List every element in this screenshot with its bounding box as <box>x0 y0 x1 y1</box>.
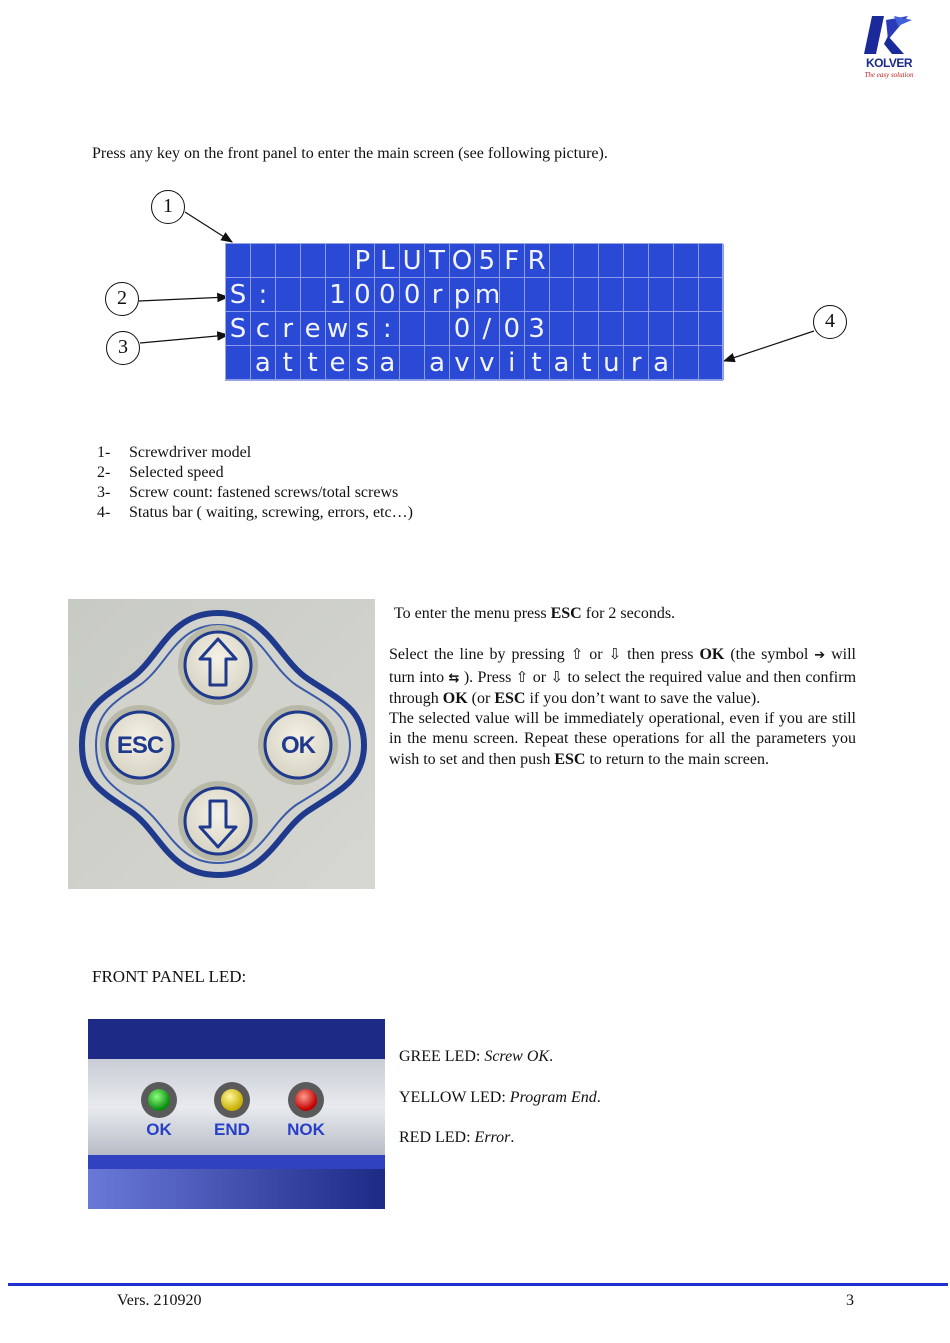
lcd-char-cell <box>251 244 276 278</box>
lcd-char-cell <box>326 244 351 278</box>
yellow-led-text: YELLOW LED: Program End. <box>399 1089 601 1106</box>
lcd-char-cell <box>649 312 674 346</box>
lcd-char-cell: s <box>350 312 375 346</box>
lcd-char-cell <box>301 244 326 278</box>
lcd-legend <box>97 443 413 523</box>
callout-1: 1 <box>151 190 185 224</box>
lcd-char-cell <box>699 312 724 346</box>
lcd-char-cell: 0 <box>375 278 400 312</box>
esc-key-label: ESC <box>116 732 164 759</box>
led-label-ok: OK <box>146 1120 172 1139</box>
lcd-char-cell: t <box>574 346 599 380</box>
keypad-photo <box>68 599 375 889</box>
lcd-char-cell: r <box>276 312 301 346</box>
lcd-char-cell <box>674 278 699 312</box>
lcd-char-cell: p <box>450 278 475 312</box>
lcd-char-cell <box>674 346 699 380</box>
logo-brand: KOLVER <box>865 56 913 70</box>
lcd-char-cell: r <box>624 346 649 380</box>
lcd-char-cell: t <box>276 346 301 380</box>
led-label-end: END <box>214 1120 250 1139</box>
lcd-char-cell: U <box>400 244 425 278</box>
lcd-char-cell: v <box>475 346 500 380</box>
lcd-row <box>226 312 724 346</box>
edit-symbol-icon: ⇆ <box>448 670 460 686</box>
lcd-char-cell <box>674 244 699 278</box>
lcd-char-cell: a <box>251 346 276 380</box>
callout-2: 2 <box>105 282 139 316</box>
lcd-char-cell: O <box>450 244 475 278</box>
lcd-char-cell: T <box>425 244 450 278</box>
lcd-char-cell <box>699 278 724 312</box>
lcd-char-cell <box>226 244 251 278</box>
front-panel-heading: FRONT PANEL LED: <box>92 967 247 986</box>
lcd-char-cell: w <box>326 312 351 346</box>
lcd-char-cell <box>574 244 599 278</box>
lcd-char-cell: : <box>375 312 400 346</box>
lcd-row <box>226 346 724 380</box>
lcd-char-cell <box>500 278 525 312</box>
led-label-nok: NOK <box>287 1120 325 1139</box>
legend-item: 3- Screw count: fastened screws/total screws <box>97 484 399 501</box>
lcd-row <box>226 244 724 278</box>
lcd-char-cell: a <box>649 346 674 380</box>
footer-version: Vers. 210920 <box>117 1292 202 1309</box>
down-arrow-icon: ⇩ <box>608 645 622 664</box>
lcd-char-cell: L <box>375 244 400 278</box>
lcd-char-cell <box>400 312 425 346</box>
lcd-char-cell: 1 <box>326 278 351 312</box>
lcd-char-cell: P <box>350 244 375 278</box>
legend-item: 1- Screwdriver model <box>97 444 252 461</box>
lcd-char-cell: S <box>226 312 251 346</box>
lcd-char-cell: 3 <box>525 312 550 346</box>
lcd-char-cell: e <box>326 346 351 380</box>
lcd-char-cell: m <box>474 280 501 310</box>
lcd-char-cell: t <box>301 346 326 380</box>
lcd-char-cell <box>599 312 624 346</box>
lcd-char-cell: r <box>425 278 450 312</box>
lcd-char-cell: / <box>475 312 500 346</box>
lcd-char-cell <box>624 278 649 312</box>
lcd-char-cell <box>699 244 724 278</box>
lcd-char-cell: 0 <box>400 278 425 312</box>
lcd-char-cell: 0 <box>500 312 525 346</box>
page-number: 3 <box>846 1292 854 1309</box>
up-arrow-icon: ⇧ <box>515 667 529 686</box>
lcd-char-cell: 0 <box>350 278 375 312</box>
lcd-char-cell: a <box>425 346 450 380</box>
logo-tagline: The easy solution <box>864 71 914 79</box>
lcd-char-cell <box>599 278 624 312</box>
lcd-char-cell: 0 <box>450 312 475 346</box>
green-led-text: GREE LED: Screw OK. <box>399 1048 554 1065</box>
lcd-char-cell <box>624 244 649 278</box>
lcd-char-cell <box>276 244 301 278</box>
lcd-char-cell <box>525 278 550 312</box>
led-panel-photo <box>88 1019 385 1209</box>
lcd-char-cell: a <box>550 346 575 380</box>
lcd-char-cell <box>699 346 724 380</box>
menu-paragraph-1: To enter the menu press ESC for 2 seconds. <box>394 605 676 622</box>
lcd-char-cell <box>649 244 674 278</box>
lcd-char-cell <box>674 312 699 346</box>
red-led-text: RED LED: Error. <box>399 1129 515 1146</box>
intro-text: Press any key on the front panel to enter the main screen (see following picture). <box>92 145 608 162</box>
menu-paragraph-3: The selected value will be immediately operational, even if you are still in the menu screen. Repeat these operations for all the parameters you wish to set and then push ESC to return to the main screen. <box>389 710 856 768</box>
lcd-char-cell: F <box>500 244 525 278</box>
lcd-char-cell <box>550 244 575 278</box>
footer-rule <box>8 1283 948 1286</box>
lcd-char-cell: : <box>251 278 276 312</box>
lcd-char-cell: 5 <box>475 244 500 278</box>
callout-4: 4 <box>813 305 847 339</box>
lcd-char-cell <box>599 244 624 278</box>
lcd-char-cell <box>550 278 575 312</box>
menu-instructions <box>389 604 856 770</box>
lcd-char-cell <box>574 278 599 312</box>
lcd-char-cell <box>276 278 301 312</box>
ok-key-label: OK <box>281 732 315 759</box>
menu-paragraph-2: Select the line by pressing ⇧ or ⇩ then press OK (the symbol ➔ will turn into ⇆ ). Press ⇧ or ⇩ to select the required value and then confirm through OK (or ESC if you don’t want to save the value). <box>389 645 857 707</box>
legend-item: 4- Status bar ( waiting, screwing, errors, etc…) <box>97 504 413 521</box>
callout-3: 3 <box>106 331 140 365</box>
lcd-char-cell <box>301 278 326 312</box>
lcd-row <box>226 278 724 312</box>
lcd-char-cell: e <box>301 312 326 346</box>
lcd-char-cell <box>649 278 674 312</box>
lcd-char-cell: R <box>525 244 550 278</box>
lcd-char-cell: a <box>375 346 400 380</box>
up-arrow-icon: ⇧ <box>570 645 584 664</box>
lcd-char-cell: u <box>599 346 624 380</box>
legend-item: 2- Selected speed <box>97 464 224 481</box>
lcd-char-cell: S <box>226 278 251 312</box>
lcd-char-cell <box>400 346 425 380</box>
lcd-char-cell: i <box>500 346 525 380</box>
lcd-char-cell: c <box>251 312 276 346</box>
lcd-char-cell <box>550 312 575 346</box>
lcd-char-cell <box>226 346 251 380</box>
down-arrow-icon: ⇩ <box>550 667 564 686</box>
lcd-char-cell <box>425 312 450 346</box>
right-arrow-icon: ➔ <box>814 648 826 664</box>
lcd-char-cell <box>624 312 649 346</box>
lcd-char-cell: v <box>450 346 475 380</box>
lcd-char-cell: s <box>350 346 375 380</box>
lcd-display <box>225 243 723 381</box>
lcd-char-cell: t <box>525 346 550 380</box>
lcd-char-cell <box>574 312 599 346</box>
